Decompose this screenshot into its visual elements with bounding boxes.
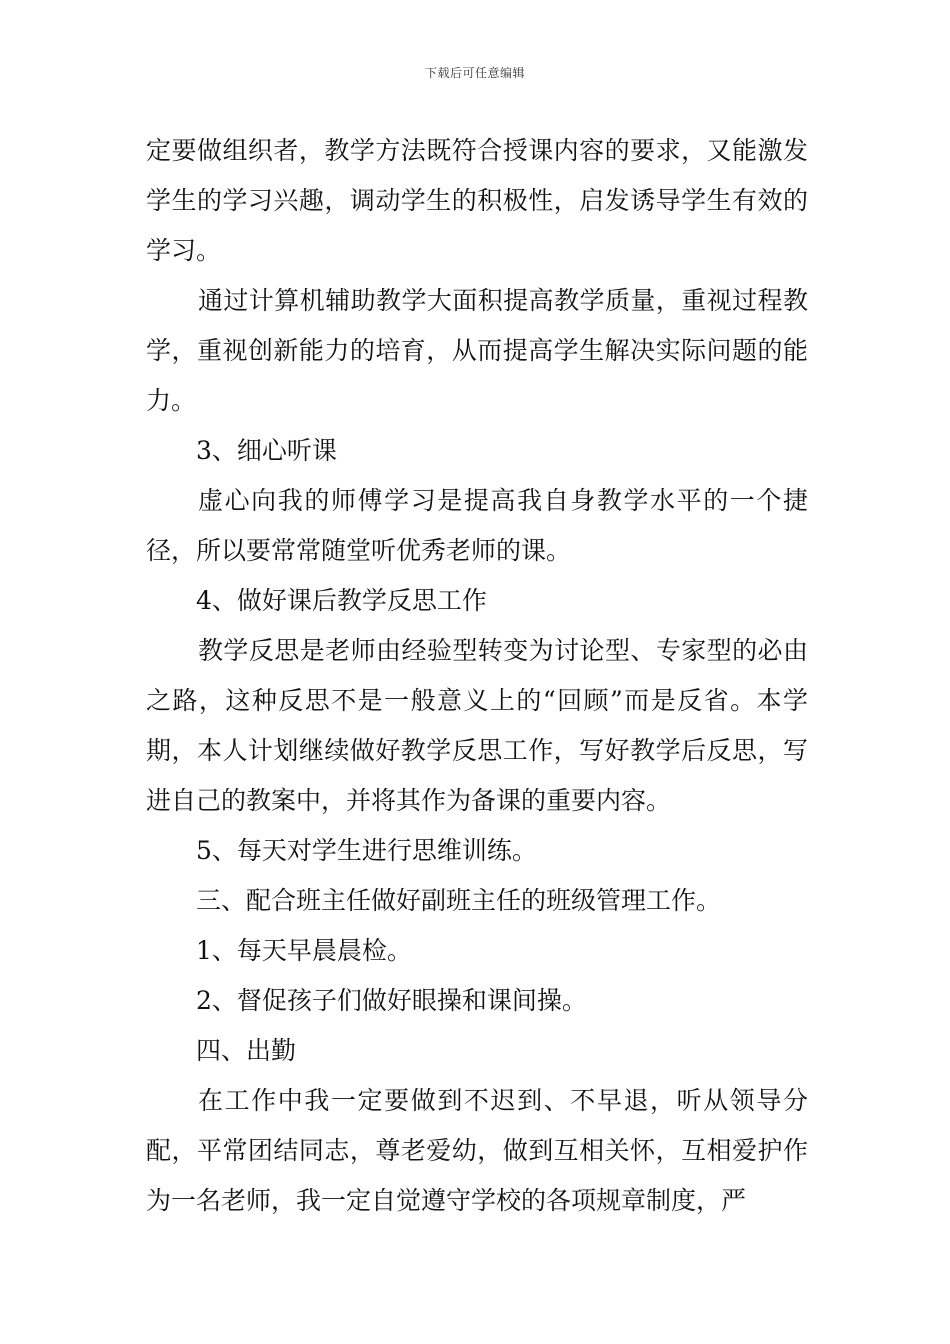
section-heading-part-4: 四、出勤 [196, 1036, 297, 1065]
section-heading-3: 3、细心听课 [196, 436, 337, 465]
paragraph-2: 通过计算机辅助教学大面积提高教学质量，重视过程教学，重视创新能力的培育，从而提高学生解决实际问题的能力。 [146, 286, 808, 415]
paragraph-4: 教学反思是老师由经验型转变为讨论型、专家型的必由之路，这种反思不是一般意义上的“回顾”而是反省。本学期，本人计划继续做好教学反思工作，写好教学后反思，写进自己的教案中，并将其作为备课的重要内容。 [146, 636, 808, 815]
section-heading-4: 4、做好课后教学反思工作 [196, 586, 487, 615]
page-header: 下载后可任意编辑 [424, 66, 525, 80]
document-body [146, 126, 808, 1226]
paragraph-1: 定要做组织者，教学方法既符合授课内容的要求，又能激发学生的学习兴趣，调动学生的积极性，启发诱导学生有效的学习。 [146, 136, 808, 265]
section-heading-5: 5、每天对学生进行思维训练。 [196, 836, 537, 865]
list-item-2: 2、督促孩子们做好眼操和课间操。 [196, 986, 587, 1015]
paragraph-5: 在工作中我一定要做到不迟到、不早退，听从领导分配，平常团结同志，尊老爱幼，做到互相关怀，互相爱护作为一名老师，我一定自觉遵守学校的各项规章制度，严 [146, 1086, 808, 1215]
section-heading-part-3: 三、配合班主任做好副班主任的班级管理工作。 [196, 886, 722, 915]
list-item-1: 1、每天早晨晨检。 [196, 936, 412, 965]
paragraph-3: 虚心向我的师傅学习是提高我自身教学水平的一个捷径，所以要常常随堂听优秀老师的课。 [146, 486, 808, 565]
